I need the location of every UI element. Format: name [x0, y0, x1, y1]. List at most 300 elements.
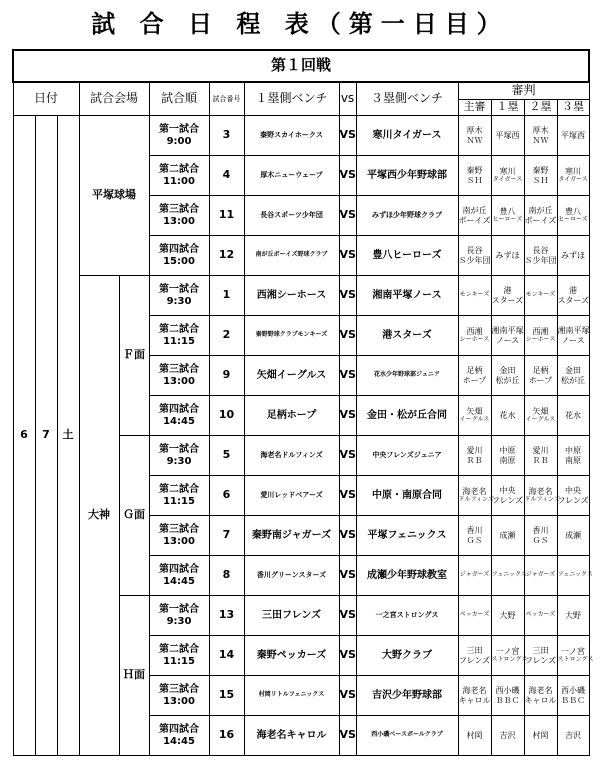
umpire-line: 村岡 — [466, 730, 483, 740]
field-name: Ｈ面 — [119, 596, 149, 756]
header-game-number: 試合番号 — [209, 82, 244, 116]
umpire-line: 愛川 — [532, 446, 549, 456]
vs-label: VS — [339, 396, 356, 436]
game-number: 1 — [209, 276, 244, 316]
game-start-time: 11:15 — [163, 495, 195, 507]
umpire-line: 長谷 — [466, 246, 483, 256]
umpire-line: スターズ — [557, 295, 590, 305]
umpire-third — [557, 556, 593, 596]
umpire-first — [491, 316, 524, 356]
header-venue: 試合会場 — [79, 82, 149, 116]
third-base-team: 成瀬少年野球教室 — [356, 556, 458, 596]
umpire-second — [524, 516, 557, 556]
umpire-line: 吉沢 — [499, 730, 516, 740]
umpire-second — [524, 196, 557, 236]
vs-label: VS — [339, 476, 356, 516]
third-base-team: 港スターズ — [356, 316, 458, 356]
vs-label: VS — [339, 156, 356, 196]
umpire-plate — [458, 636, 491, 676]
game-order-label: 第三試合 — [159, 524, 199, 535]
game-order — [149, 676, 209, 716]
vs-label: VS — [339, 636, 356, 676]
date-weekday: 土 — [57, 116, 79, 756]
umpire-second — [524, 636, 557, 676]
umpire-line: 南原 — [499, 455, 516, 465]
umpire-third — [557, 436, 589, 476]
umpire-line: みずほ — [495, 250, 520, 260]
game-number: 8 — [209, 556, 244, 596]
game-order — [149, 716, 209, 756]
umpire-line: ボーイズ — [458, 215, 491, 225]
vs-label: VS — [339, 556, 356, 596]
umpire-line: ＧＳ — [466, 535, 483, 545]
header-date: 日付 — [13, 82, 79, 116]
umpire-third — [557, 396, 589, 436]
umpire-line: ＮＷ — [532, 135, 549, 145]
umpire-first — [491, 436, 524, 476]
third-base-team: 大野クラブ — [356, 636, 458, 676]
umpire-first — [491, 156, 524, 196]
game-start-time: 11:15 — [163, 335, 195, 347]
umpire-line: ホープ — [528, 375, 553, 385]
umpire-line: ドルフィンズ — [524, 495, 560, 503]
umpire-line: 平塚西 — [495, 130, 520, 140]
first-base-team: 愛川レッドベアーズ — [244, 476, 339, 516]
umpire-second — [524, 436, 557, 476]
header-umpire-third: ３塁 — [557, 100, 589, 116]
umpire-second — [524, 716, 557, 756]
umpire-line: 村岡 — [532, 730, 549, 740]
game-start-time: 9:00 — [166, 135, 192, 147]
game-order-label: 第四試合 — [159, 244, 199, 255]
umpire-third — [557, 476, 589, 516]
game-order-label: 第三試合 — [159, 364, 199, 375]
umpire-line: 金田 — [565, 366, 582, 376]
umpire-line: フレンズ — [458, 655, 491, 665]
umpire-line: 中央 — [565, 486, 582, 496]
game-start-time: 15:00 — [163, 255, 195, 267]
game-start-time: 13:00 — [163, 695, 195, 707]
umpire-line: ストロングス — [557, 655, 594, 663]
umpire-plate — [458, 196, 491, 236]
umpire-line: ＮＷ — [466, 135, 483, 145]
first-base-team: 秦野スカイホークス — [244, 116, 339, 156]
umpire-line: ＳＨ — [466, 175, 483, 185]
umpire-line: スターズ — [491, 295, 524, 305]
game-order — [149, 116, 209, 156]
game-number: 6 — [209, 476, 244, 516]
game-order-label: 第一試合 — [159, 124, 199, 135]
umpire-line: 南原 — [565, 455, 582, 465]
umpire-line: シーホース — [459, 335, 490, 343]
game-number: 5 — [209, 436, 244, 476]
umpire-line: イーグルス — [459, 415, 490, 423]
game-order — [149, 316, 209, 356]
umpire-third — [557, 716, 589, 756]
third-base-team: 中原・南原合同 — [356, 476, 458, 516]
umpire-second — [524, 276, 557, 316]
game-number: 3 — [209, 116, 244, 156]
game-order-label: 第二試合 — [159, 644, 199, 655]
venue-name: 大神 — [79, 276, 119, 756]
vs-label: VS — [339, 436, 356, 476]
umpire-line: キャロル — [524, 695, 557, 705]
game-order — [149, 556, 209, 596]
umpire-line: 厚木 — [532, 126, 549, 136]
umpire-line: 松が丘 — [495, 375, 520, 385]
umpire-plate — [458, 596, 491, 636]
umpire-line: ＢＢＣ — [495, 695, 520, 705]
umpire-line: 豊八 — [565, 207, 582, 217]
third-base-team: みずほ少年野球クラブ — [356, 196, 458, 236]
game-row — [13, 116, 589, 156]
umpire-line: 海老名 — [528, 686, 553, 696]
umpire-line: タイガース — [492, 175, 523, 183]
third-base-team: 平塚西少年野球部 — [356, 156, 458, 196]
game-order — [149, 636, 209, 676]
umpire-line: 南が丘 — [528, 206, 553, 216]
umpire-line: ＳＨ — [532, 175, 549, 185]
game-order-label: 第四試合 — [159, 724, 199, 735]
game-number: 12 — [209, 236, 244, 276]
umpire-second — [524, 356, 557, 396]
game-order — [149, 156, 209, 196]
third-base-team: 中央フレンズジュニア — [356, 436, 458, 476]
vs-label: VS — [339, 716, 356, 756]
umpire-line: 大野 — [565, 610, 582, 620]
game-number: 14 — [209, 636, 244, 676]
umpire-line: キャロル — [458, 695, 491, 705]
first-base-team: 香川グリーンスターズ — [244, 556, 339, 596]
game-order — [149, 236, 209, 276]
umpire-line: ホープ — [462, 375, 487, 385]
game-number: 11 — [209, 196, 244, 236]
umpire-first — [491, 556, 527, 596]
umpire-line: 港 — [569, 286, 578, 296]
vs-label: VS — [339, 236, 356, 276]
umpire-second — [524, 676, 557, 716]
umpire-line: 中原 — [499, 446, 516, 456]
umpire-plate — [458, 516, 491, 556]
umpire-line: 西小磯 — [561, 686, 586, 696]
game-number: 10 — [209, 396, 244, 436]
umpire-line: 成瀬 — [499, 530, 516, 540]
game-start-time: 9:30 — [166, 615, 192, 627]
umpire-line: モンキーズ — [459, 291, 490, 299]
umpire-line: 足柄 — [466, 366, 483, 376]
umpire-line: ＲＢ — [466, 455, 483, 465]
umpire-line: ボーイズ — [524, 215, 557, 225]
round-title: 第１回戦 — [13, 50, 589, 82]
umpire-line: 花水 — [565, 410, 582, 420]
third-base-team: 寒川タイガース — [356, 116, 458, 156]
game-start-time: 11:00 — [163, 175, 195, 187]
game-order — [149, 436, 209, 476]
header-vs: vs — [339, 82, 356, 116]
umpire-second — [524, 236, 557, 276]
umpire-line: 足柄 — [532, 366, 549, 376]
umpire-line: 香川 — [532, 526, 549, 536]
game-start-time: 9:30 — [166, 295, 192, 307]
umpire-line: フレンズ — [557, 495, 589, 505]
header-umpire-second: ２塁 — [524, 100, 557, 116]
game-order-label: 第三試合 — [159, 684, 199, 695]
first-base-team: 海老名キャロル — [244, 716, 339, 756]
umpire-line: 海老名 — [528, 487, 553, 497]
umpire-line: 湘南平塚 — [491, 326, 524, 336]
umpire-first — [491, 516, 524, 556]
game-order — [149, 276, 209, 316]
umpire-line: 三田 — [532, 646, 549, 656]
umpire-first — [491, 596, 524, 636]
game-number: 2 — [209, 316, 244, 356]
header-umpire-first: １塁 — [491, 100, 524, 116]
first-base-team: 秦野野球クラブモンキーズ — [244, 316, 339, 356]
umpire-first — [491, 116, 524, 156]
header-order: 試合順 — [149, 82, 209, 116]
third-base-team: 金田・松が丘合同 — [356, 396, 458, 436]
first-base-team: 三田フレンズ — [244, 596, 339, 636]
game-order-label: 第二試合 — [159, 484, 199, 495]
umpire-line: 西小磯 — [495, 686, 520, 696]
umpire-plate — [458, 316, 491, 356]
umpire-line: 三田 — [466, 646, 483, 656]
game-start-time: 14:45 — [163, 415, 195, 427]
umpire-line: Ｓ少年団 — [458, 255, 491, 265]
umpire-line: ストロングス — [491, 655, 528, 663]
umpire-line: フェニックス — [557, 571, 593, 579]
umpire-third — [557, 156, 589, 196]
header-umpire: 審判 — [458, 82, 589, 100]
umpire-line: ＲＢ — [532, 455, 549, 465]
umpire-plate — [458, 156, 491, 196]
header-umpire-plate: 主審 — [458, 100, 491, 116]
third-base-team: 一之宮ストロングス — [356, 596, 458, 636]
umpire-line: タイガース — [558, 175, 588, 183]
first-base-team: 秦野南ジャガーズ — [244, 516, 339, 556]
umpire-third — [557, 516, 589, 556]
umpire-third — [557, 316, 589, 356]
umpire-line: 寒川 — [499, 167, 516, 177]
umpire-plate — [458, 716, 491, 756]
umpire-line: 吉沢 — [565, 730, 582, 740]
vs-label: VS — [339, 356, 356, 396]
umpire-line: 金田 — [499, 366, 516, 376]
game-number: 13 — [209, 596, 244, 636]
umpire-first — [491, 396, 524, 436]
first-base-team: 足柄ホープ — [244, 396, 339, 436]
umpire-third — [557, 276, 589, 316]
umpire-line: 花水 — [499, 410, 516, 420]
umpire-line: 豊八 — [499, 207, 516, 217]
game-order — [149, 356, 209, 396]
umpire-third — [557, 116, 589, 156]
umpire-plate — [458, 556, 491, 596]
game-start-time: 11:15 — [163, 655, 195, 667]
umpire-line: 平塚西 — [561, 130, 586, 140]
umpire-first — [491, 196, 524, 236]
game-order — [149, 516, 209, 556]
game-number: 16 — [209, 716, 244, 756]
umpire-first — [491, 476, 524, 516]
umpire-plate — [458, 276, 491, 316]
umpire-first — [491, 276, 524, 316]
umpire-line: 成瀬 — [565, 530, 582, 540]
umpire-line: 海老名 — [462, 487, 487, 497]
vs-label: VS — [339, 196, 356, 236]
field-name: Ｆ面 — [119, 276, 149, 436]
game-number: 9 — [209, 356, 244, 396]
umpire-line: ジャガーズ — [459, 571, 490, 579]
umpire-line: ノース — [495, 335, 520, 345]
first-base-team: 秦野ペッカーズ — [244, 636, 339, 676]
umpire-line: フレンズ — [491, 495, 524, 505]
vs-label: VS — [339, 516, 356, 556]
umpire-first — [491, 716, 524, 756]
umpire-third — [557, 596, 589, 636]
umpire-line: ペッカーズ — [459, 611, 490, 619]
game-start-time: 13:00 — [163, 215, 195, 227]
umpire-line: 厚木 — [466, 126, 483, 136]
game-start-time: 13:00 — [163, 375, 195, 387]
first-base-team: 村岡リトルフェニックス — [244, 676, 339, 716]
field-name: Ｇ面 — [119, 436, 149, 596]
umpire-plate — [458, 356, 491, 396]
umpire-second — [524, 556, 557, 596]
game-order-label: 第一試合 — [159, 284, 199, 295]
game-order-label: 第一試合 — [159, 444, 199, 455]
game-order-label: 第二試合 — [159, 324, 199, 335]
umpire-second — [524, 116, 557, 156]
umpire-line: 南が丘 — [462, 206, 487, 216]
schedule-table — [12, 49, 594, 756]
umpire-line: 松が丘 — [561, 375, 586, 385]
third-base-team: 湘南平塚ノース — [356, 276, 458, 316]
umpire-line: 矢畑 — [532, 407, 549, 417]
umpire-line: モンキーズ — [525, 291, 556, 299]
umpire-line: 長谷 — [532, 246, 549, 256]
umpire-line: フレンズ — [524, 655, 557, 665]
game-start-time: 13:00 — [163, 535, 195, 547]
umpire-plate — [458, 236, 491, 276]
first-base-team: 矢畑イーグルス — [244, 356, 339, 396]
umpire-line: 香川 — [466, 526, 483, 536]
game-start-time: 9:30 — [166, 455, 192, 467]
umpire-first — [491, 236, 524, 276]
umpire-line: ノース — [561, 335, 585, 345]
game-order — [149, 596, 209, 636]
umpire-line: 一ノ宮 — [495, 647, 520, 657]
umpire-line: 西湘 — [532, 327, 549, 337]
game-number: 4 — [209, 156, 244, 196]
third-base-team: 吉沢少年野球部 — [356, 676, 458, 716]
umpire-line: 秦野 — [466, 166, 483, 176]
first-base-team: 厚木ニューウェーブ — [244, 156, 339, 196]
third-base-team: 花水少年野球部ジュニア — [356, 356, 458, 396]
umpire-line: シーホース — [525, 335, 556, 343]
umpire-third — [557, 236, 589, 276]
header-third-base-bench: ３塁側ベンチ — [356, 82, 458, 116]
umpire-line: 海老名 — [462, 686, 487, 696]
page-title: 試 合 日 程 表（第一日目） — [91, 10, 509, 38]
game-order-label: 第一試合 — [159, 604, 199, 615]
umpire-third — [557, 676, 589, 716]
umpire-line: Ｓ少年団 — [524, 255, 557, 265]
umpire-line: 西湘 — [466, 327, 483, 337]
game-order-label: 第三試合 — [159, 204, 199, 215]
game-row — [13, 276, 589, 316]
umpire-third — [557, 356, 589, 396]
game-number: 7 — [209, 516, 244, 556]
umpire-line: 湘南平塚 — [557, 326, 590, 336]
umpire-line: 中央 — [499, 486, 516, 496]
venue-name: 平塚球場 — [79, 116, 149, 276]
umpire-line: 寒川 — [565, 167, 582, 177]
umpire-line: 愛川 — [466, 446, 483, 456]
first-base-team: 海老名ドルフィンズ — [244, 436, 339, 476]
game-order — [149, 396, 209, 436]
umpire-second — [524, 396, 557, 436]
first-base-team: 長谷スポーツ少年団 — [244, 196, 339, 236]
vs-label: VS — [339, 316, 356, 356]
first-base-team: 南が丘ボーイズ野球クラブ — [244, 236, 339, 276]
third-base-team: 西小磯ベースボールクラブ — [356, 716, 458, 756]
umpire-line: 秦野 — [532, 166, 549, 176]
game-start-time: 14:45 — [163, 575, 195, 587]
third-base-team: 豊八ヒーローズ — [356, 236, 458, 276]
umpire-line: ジャガーズ — [525, 571, 556, 579]
vs-label: VS — [339, 596, 356, 636]
umpire-plate — [458, 476, 494, 516]
game-number: 15 — [209, 676, 244, 716]
game-start-time: 14:45 — [163, 735, 195, 747]
umpire-line: 矢畑 — [466, 407, 483, 417]
third-base-team: 平塚フェニックス — [356, 516, 458, 556]
umpire-first — [491, 356, 524, 396]
umpire-first — [491, 636, 528, 676]
umpire-line: フェニックス — [491, 571, 527, 579]
vs-label: VS — [339, 676, 356, 716]
first-base-team: 西湘シーホース — [244, 276, 339, 316]
umpire-line: ドルフィンズ — [458, 495, 494, 503]
vs-label: VS — [339, 276, 356, 316]
umpire-line: 大野 — [499, 610, 516, 620]
game-order — [149, 196, 209, 236]
date-day: 7 — [35, 116, 57, 756]
umpire-third — [557, 196, 589, 236]
umpire-plate — [458, 396, 491, 436]
umpire-plate — [458, 116, 491, 156]
umpire-second — [524, 156, 557, 196]
umpire-second — [524, 316, 557, 356]
umpire-line: ヒーローズ — [558, 215, 588, 223]
vs-label: VS — [339, 116, 356, 156]
game-order-label: 第四試合 — [159, 404, 199, 415]
game-order — [149, 476, 209, 516]
umpire-line: 一ノ宮 — [561, 647, 586, 657]
umpire-line: ヒーローズ — [492, 215, 523, 223]
game-order-label: 第四試合 — [159, 564, 199, 575]
umpire-line: 中原 — [565, 446, 582, 456]
umpire-line: みずほ — [561, 250, 586, 260]
umpire-line: ＢＢＣ — [561, 695, 586, 705]
umpire-third — [557, 636, 594, 676]
header-first-base-bench: １塁側ベンチ — [244, 82, 339, 116]
umpire-plate — [458, 436, 491, 476]
umpire-second — [524, 596, 557, 636]
umpire-line: 港 — [503, 286, 512, 296]
game-order-label: 第二試合 — [159, 164, 199, 175]
